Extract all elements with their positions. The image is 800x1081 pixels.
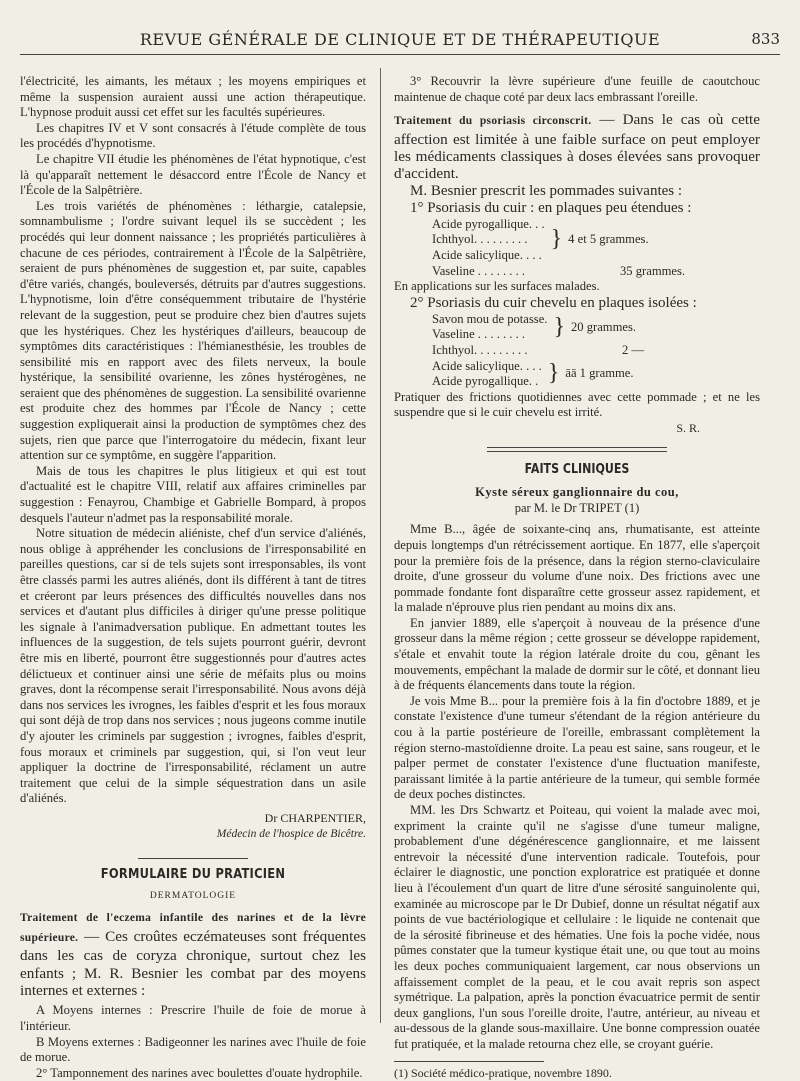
journal-title: REVUE GÉNÉRALE DE CLINIQUE ET DE THÉRAPEUTIQUE (20, 30, 780, 49)
ingredient: Vaseline . . . . . . . . (432, 327, 547, 343)
formula-ingredients (394, 359, 542, 390)
formula-ingredients (394, 217, 545, 264)
left-column (20, 74, 366, 1081)
quantity: 4 et 5 grammes. (568, 232, 648, 248)
run-in-heading: Traitement de l'eczema infantile des narines et de la lèvre supérieure. (20, 912, 366, 943)
formula-ingredients (394, 312, 547, 343)
paragraph: Mais de tous les chapitres le plus litigieux et qui est tout d'actualité est le chapitre VIII, relatif aux affaires criminelles par suggestion : Fenayrou, Chambige et Gabrielle Bompard, à propos desquels l'auteur n'admet pas la responsabilité morale. (20, 464, 366, 526)
running-header (20, 28, 780, 55)
formula-2 (394, 312, 760, 343)
list-item: B Moyens externes : Badigeonner les narines avec l'huile de foie de morue. (20, 1035, 366, 1066)
article-byline: par M. le Dr TRIPET (1) (394, 501, 760, 517)
section-rule (138, 858, 248, 859)
list-item: A Moyens internes : Prescrire l'huile de foie de morue à l'intérieur. (20, 1003, 366, 1034)
run-in-heading: Traitement du psoriasis circonscrit. (394, 115, 591, 127)
section-subheading: DERMATOLOGIE (20, 889, 366, 905)
section-heading: FAITS CLINIQUES (421, 462, 732, 478)
formula-line (394, 264, 760, 280)
paragraph: Les trois variétés de phénomènes : léthargie, catalepsie, somnambulisme ; l'ordre suivant lequel ils se succèdent ; les procédés qui leur donnent naissance ; les propriétés particulières à chacune de ces périodes, contrairement à l'École de la Salpêtrière, seraient de purs phénomènes de suggestion et, par suite, capables d'être variés, changés, bouleversés, détruits par d'autres suggestions. L'hypnotisme, loin d'être conséquemment tributaire de l'hystérie relevant de la suggestion, peut se produire chez bien d'autres sujets que les hystériques. Chez les hystériques d'ailleurs, beaucoup de symptômes dits caractéristiques : l'hémianesthésie, les troubles de sensibilité mis en rapport avec des filets nerveux, la boule hystérique, la sensibilité ovarienne, les zônes hystérogènes, ne seraient que des phénomènes de suggestion. La sensibilité ovarienne est produite chez des hommes par l'École de Nancy ; cette suggestion expliquerait ainsi la production de symptômes chez des sujets, rien que parce que l'interrogatoire du médecin, fixant leur attention sur ce symptôme, en suggère l'apparition. (20, 199, 366, 464)
list-item: 2° Tamponnement des narines avec boulettes d'ouate hydrophile. (20, 1066, 366, 1081)
ingredient: Acide pyrogallique. . . (432, 217, 545, 233)
footnote-rule (394, 1061, 544, 1062)
formula-note: En applications sur les surfaces malades. (394, 279, 760, 295)
formula-1 (394, 217, 760, 264)
column-divider (380, 68, 381, 1023)
page-number: 833 (751, 30, 780, 48)
ingredient: Ichthyol. . . . . . . . . (394, 343, 582, 359)
section-rule (487, 447, 667, 452)
formula-note: Pratiquer des frictions quotidiennes avec cette pommade ; et ne les suspendre que si le cuir chevelu est irrité. (394, 390, 760, 421)
psoriasis-paragraph (394, 111, 760, 183)
author-signature: Dr CHARPENTIER, (20, 811, 366, 827)
quantity: āā 1 gramme. (565, 366, 633, 382)
ingredient: Savon mou de potasse. (432, 312, 547, 328)
ingredient: Acide pyrogallique. . (432, 374, 542, 390)
paragraph: Mme B..., âgée de soixante-cinq ans, rhumatisante, est atteinte depuis longtemps d'un rétrécissement aortique. En 1877, elle s'aperçoit pour la première fois de la présence, dans la région sterno-claviculaire droite, d'une grosseur du volume d'une noix. Des frictions avec une pommade fondante font disparaître cette grosseur assez rapidement, et la malade n'éprouve plus rien pendant au moins dix ans. (394, 522, 760, 616)
paragraph: Les chapitres IV et V sont consacrés à l'étude complète de tous les procédés d'hypnotisme. (20, 121, 366, 152)
right-column (394, 74, 760, 1081)
list-item: 3° Recouvrir la lèvre supérieure d'une feuille de caoutchouc maintenue de chaque coté par deux lacs embrassant l'oreille. (394, 74, 760, 105)
section-heading: FORMULAIRE DU PRATICIEN (46, 867, 340, 883)
paragraph: En janvier 1889, elle s'aperçoit à nouveau de la présence d'une grosseur dans la même région ; cette grosseur se développe rapidement, s'étale et envahit toute la région latérale droite du cou, gênant les mouvements, empêchant la malade de dormir sur le côté, et donnant lieu à de fréquents élancements dans toute la région. (394, 616, 760, 694)
paragraph: Notre situation de médecin aliéniste, chef d'un service d'aliénés, nous oblige à appréhender les conclusions de l'irresponsabilité en pareilles questions, car si de tels sujets sont irresponsables, ils vont être classés parmi les autres aliénés, dont ils différent à tant de titres et créeront par leurs présences des difficultés nouvelles dans nos services et d'autant plus difficiles à diriger qu'une presse politique les signale à l'animadversation publique. En admettant toutes les influences de la suggestion, de tels sujets pourront guérir, devront être mis en liberté, pourront être suggestionnés pour d'autres actes délictueux et continuer ainsi une série de méfaits plus ou moins graves, dont la récompense serait l'irresponsabilité. Nous avons déjà dans nos services les ivrognes, les faibles d'esprit et les fous moraux qui sont déjà de trop dans nos services ; nous jugeons comme inutile d'y ajouter les criminels par suggestion ; ivrognes, faibles d'esprit, fous moraux et criminels par suggestion, qui, si l'on veut leur appliquer la doctrine de l'irresponsabilité, réclament un autre traitement que celui de la simple séquestration dans un asile d'aliénés. (20, 526, 366, 807)
paragraph: Le chapitre VII étudie les phénomènes de l'état hypnotique, c'est là qu'apparaît nettement le désaccord entre l'École de Nancy et l'École de la Salpêtrière. (20, 152, 366, 199)
brace-symbol: } (548, 366, 560, 382)
quantity: 20 grammes. (571, 320, 636, 336)
article-title: Kyste séreux ganglionnaire du cou, (394, 485, 760, 501)
ingredient: Acide salicylique. . . . (432, 248, 545, 264)
paragraph: l'électricité, les aimants, les métaux ; les moyens empiriques et même la suspension auraient aussi une action thérapeutique. L'hypnose produit aussi cet effet sur les facultés supérieures. (20, 74, 366, 121)
paragraph: M. Besnier prescrit les pommades suivantes : (394, 183, 760, 200)
formula-3 (394, 359, 760, 390)
paragraph-text: — Dans le cas où cette affection est limitée à une faible surface on peut employer les médicaments classiques à doses élevées sans provoquer d'accident. (394, 111, 760, 182)
author-initials: S. R. (394, 421, 760, 437)
paragraph: MM. les Drs Schwartz et Poiteau, qui voient la malade avec moi, expriment la crainte qu'il ne s'agisse d'une tumeur maligne, probablement d'une dégénérescence ganglionnaire, et me laissent entrevoir la nécessité d'une intervention radicale. Toutefois, pour éclairer le diagnostic, une ponction exploratrice est pratiquée et donne lieu à l'écoulement d'un quart de litre d'une sérosité sanguinolente qui, examinée au microscope par le Dr Dubief, donne un résultat négatif aux points de vue bactériologique et cellulaire : le liquide ne contenait que de la sérosité fibrineuse et des hématies. Une fois la poche vidée, nous pûmes constater que la tumeur kystique était une, ou que tout au moins les deux poches communiquaient largement, car nous observions un affaissement complet de la peau, et le cou avait repris son aspect symétrique. La palpation, après la ponction évacuatrice permit de sentir deux ganglions, l'un sous l'oreille droite, l'autre, antérieur, au niveau et au-dessous de la glande sous-maxillaire. Une bonne compression ouatée fut pratiquée, et la malade retourna chez elle, se croyant guérie. (394, 803, 760, 1053)
ingredient: Vaseline . . . . . . . . (394, 264, 582, 280)
ingredient: Acide salicylique. . . . (432, 359, 542, 375)
eczema-paragraph (20, 908, 366, 999)
brace-symbol: } (551, 232, 563, 248)
ingredient: Ichthyol. . . . . . . . . (432, 232, 545, 248)
paragraph: Je vois Mme B... pour la première fois à la fin d'octobre 1889, et je constate l'existence d'une tumeur s'étendant de la région antérieure du cou à la partie postérieure de l'oreille, embrassant complètement la région sterno-mastoïdienne droite. La peau est saine, sans rougeur, et le palper permet de constater l'existence d'une fluctuation manifeste, paraissant limitée à la partie antérieure de la tumeur, qui semble formée de deux poches distinctes. (394, 694, 760, 803)
author-affiliation: Médecin de l'hospice de Bicêtre. (20, 827, 366, 843)
paragraph-text: — Ces croûtes eczémateuses sont fréquentes dans les cas de coryza chronique, surtout chez les enfants ; M. R. Besnier les combat par des moyens internes et externes : (20, 928, 366, 999)
quantity: 2 — (622, 343, 644, 359)
formula-line (394, 343, 760, 359)
list-heading: 1° Psoriasis du cuir : en plaques peu étendues : (394, 200, 760, 217)
footnote: (1) Société médico-pratique, novembre 1890. (394, 1066, 760, 1081)
quantity: 35 grammes. (620, 264, 685, 280)
list-heading: 2° Psoriasis du cuir chevelu en plaques isolées : (394, 295, 760, 312)
brace-symbol: } (553, 320, 565, 336)
